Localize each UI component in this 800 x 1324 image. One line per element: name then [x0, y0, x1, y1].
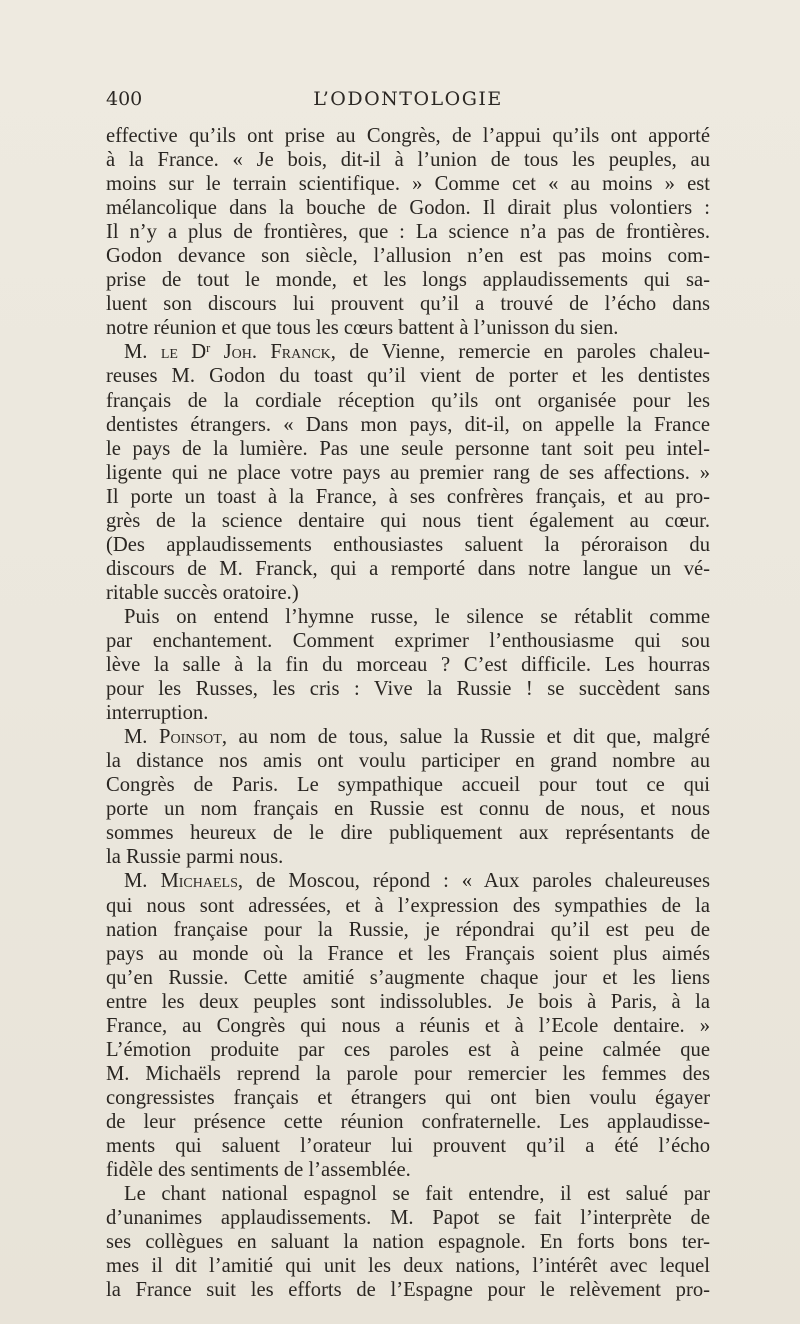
text-line: M. Michaels, de Moscou, répond : « Aux paroles chaleureuses [124, 870, 711, 893]
text-line: M. le $D^r$ Joh. Franck, de Vienne, remercie en paroles chaleu- [124, 341, 710, 364]
text-line: ritable succès oratoire.) [106, 581, 299, 604]
text-line: (Des applaudissements enthousiastes saluent la péroraison du [106, 533, 710, 556]
text-line: la Russie parmi nous. [106, 846, 284, 869]
text-line: lève la salle à la fin du morceau ? C’est difficile. Les hourras [106, 654, 710, 677]
text-line: Le chant national espagnol se fait entendre, il est salué par [124, 1183, 710, 1206]
text-line: qu’en Russie. Cette amitié s’augmente chaque jour et les liens [106, 966, 710, 989]
text-line: reuses M. Godon du toast qu’il vient de porter et les dentistes [106, 365, 710, 388]
text-line: sommes heureux de le dire publiquement aux représentants de [106, 822, 710, 845]
text-line: M. Michaëls reprend la parole pour remercier les femmes des [106, 1062, 710, 1085]
text-line: ligente qui ne place votre pays au premier rang de ses affections. » [106, 461, 710, 484]
text-line: grès de la science dentaire qui nous tient également au cœur. [106, 509, 710, 532]
text-line: mes il dit l’amitié qui unit les deux nations, l’intérêt avec lequel [106, 1255, 710, 1278]
text-line: français de la cordiale réception qu’ils ont organisée pour les [106, 389, 710, 412]
body-text [106, 124, 710, 1302]
text-line: Godon devance son siècle, l’allusion n’en est pas moins com- [106, 245, 710, 268]
text-line: mélancolique dans la bouche de Godon. Il dirait plus volontiers : [106, 197, 710, 220]
text-line: d’unanimes applaudissements. M. Papot se fait l’interprète de [106, 1207, 710, 1230]
text-line: pays au monde où la France et les Français soient plus aimés [106, 942, 710, 965]
text-line: le pays de la lumière. Pas une seule personne tant soit peu intel- [106, 437, 710, 460]
text-line: la France suit les efforts de l’Espagne pour le relèvement pro- [106, 1279, 710, 1302]
text-line: Il n’y a plus de frontières, que : La science n’a pas de frontières. [106, 221, 710, 244]
text-line: effective qu’ils ont prise au Congrès, de l’appui qu’ils ont apporté [106, 125, 710, 147]
text-line: par enchantement. Comment exprimer l’enthousiasme qui sou [106, 629, 710, 652]
text-line: moins sur le terrain scientifique. » Comme cet « au moins » est [106, 173, 710, 196]
text-line: qui nous sont adressées, et à l’expression des sympathies de la [106, 894, 710, 917]
text-line: ments qui saluent l’orateur lui prouvent qu’il a été l’écho [106, 1134, 710, 1157]
page-number: 400 [106, 88, 143, 110]
text-line: M. Poinsot, au nom de tous, salue la Russie et dit que, malgré [124, 726, 710, 749]
text-line: interruption. [106, 702, 209, 725]
text-line: de leur présence cette réunion confraternelle. Les applaudisse- [106, 1110, 710, 1133]
text-line: L’émotion produite par ces paroles est à peine calmée que [106, 1038, 710, 1061]
text-line: nation française pour la Russie, je répondrai qu’il est peu de [106, 918, 710, 941]
text-line: entre les deux peuples sont indissolubles. Je bois à Paris, à la [106, 990, 710, 1013]
running-title: L’ODONTOLOGIE [313, 88, 503, 110]
text-line: Il porte un toast à la France, à ses confrères français, et au pro- [106, 485, 710, 508]
text-line: Puis on entend l’hymne russe, le silence se rétablit comme [124, 605, 710, 628]
text-line: congressistes français et étrangers qui ont bien voulu égayer [106, 1086, 710, 1109]
text-line: notre réunion et que tous les cœurs battent à l’unisson du sien. [106, 317, 619, 340]
text-line: fidèle des sentiments de l’assemblée. [106, 1159, 411, 1182]
text-line: prise de tout le monde, et les longs applaudissements qui sa- [106, 269, 710, 292]
text-line: la distance nos amis ont voulu participer en grand nombre au [106, 750, 710, 773]
text-line: pour les Russes, les cris : Vive la Russie ! se succèdent sans [106, 678, 710, 701]
text-line: luent son discours lui prouvent qu’il a trouvé de l’écho dans [106, 293, 710, 316]
text-line: à la France. « Je bois, dit-il à l’union de tous les peuples, au [106, 149, 710, 172]
text-line: ses collègues en saluant la nation espagnole. En forts bons ter- [106, 1231, 710, 1254]
text-line: porte un nom français en Russie est connu de nous, et nous [106, 798, 710, 821]
text-line: Congrès de Paris. Le sympathique accueil pour tout ce qui [106, 774, 710, 797]
text-line: discours de M. Franck, qui a remporté dans notre langue un vé- [106, 557, 710, 580]
text-line: France, au Congrès qui nous a réunis et à l’Ecole dentaire. » [106, 1014, 710, 1037]
page-header [106, 88, 710, 114]
text-line: dentistes étrangers. « Dans mon pays, dit-il, on appelle la France [106, 413, 710, 436]
